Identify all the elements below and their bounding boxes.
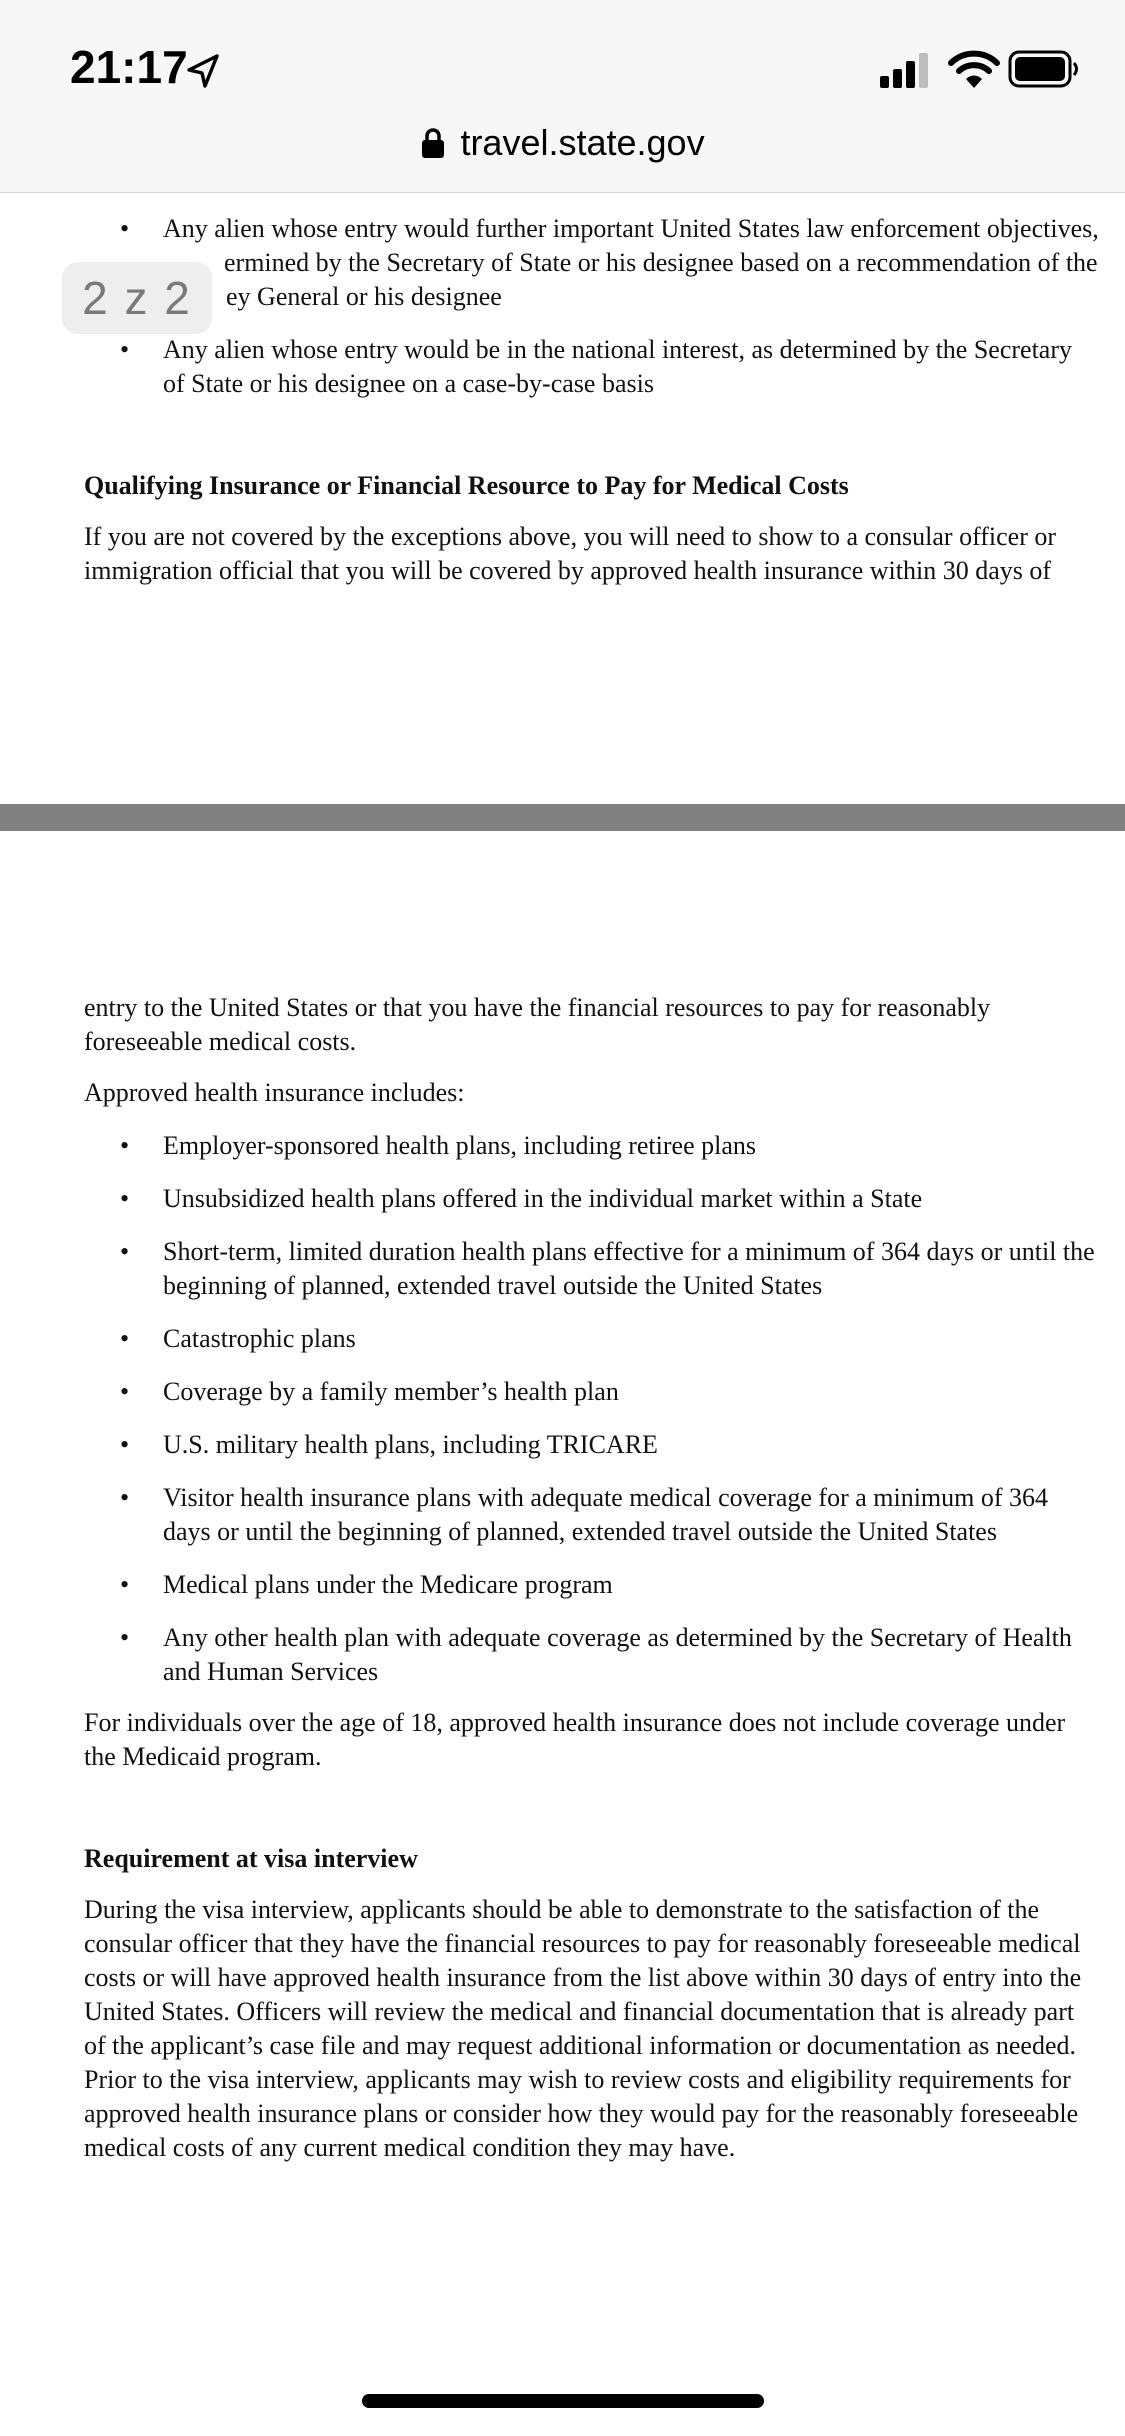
bullet-marker: •	[120, 214, 130, 243]
url-text: travel.state.gov	[460, 122, 705, 163]
text-line: ey General or his designee	[226, 282, 502, 311]
section-heading: Qualifying Insurance or Financial Resource to Pay for Medical Costs	[84, 471, 849, 500]
text-line: Any alien whose entry would be in the national interest, as determined by the Secretary	[163, 335, 1072, 364]
wifi-icon	[948, 50, 1000, 90]
cellular-signal-icon	[880, 52, 932, 88]
page-counter-badge: 2 z 2	[62, 262, 212, 334]
browser-header	[0, 0, 1125, 193]
lock-icon	[420, 127, 446, 159]
section-heading: Requirement at visa interview	[84, 1844, 418, 1873]
text-line: Prior to the visa interview, applicants may wish to review costs and eligibility requirements for	[84, 2065, 1071, 2094]
list-item: U.S. military health plans, including TRICARE	[163, 1430, 658, 1459]
bullet-marker: •	[120, 1623, 130, 1652]
text-line: foreseeable medical costs.	[84, 1027, 357, 1056]
location-arrow-icon	[183, 52, 223, 92]
bullet-marker: •	[120, 1483, 130, 1512]
list-item: Medical plans under the Medicare program	[163, 1570, 613, 1599]
list-item: Employer-sponsored health plans, including retiree plans	[163, 1131, 756, 1160]
list-item: Coverage by a family member’s health plan	[163, 1377, 619, 1406]
text-line: medical costs of any current medical condition they may have.	[84, 2133, 736, 2162]
text-line: For individuals over the age of 18, approved health insurance does not include coverage under	[84, 1708, 1066, 1737]
bullet-marker: •	[120, 1184, 130, 1213]
bullet-marker: •	[120, 1377, 130, 1406]
bullet-marker: •	[120, 335, 130, 364]
text-line: consular officer that they have the financial resources to pay for reasonably foreseeable medical	[84, 1929, 1081, 1958]
text-line: of State or his designee on a case-by-case basis	[163, 369, 654, 398]
list-item: beginning of planned, extended travel outside the United States	[163, 1271, 823, 1300]
list-item: Catastrophic plans	[163, 1324, 356, 1353]
home-indicator[interactable]	[362, 2394, 764, 2408]
list-item: Unsubsidized health plans offered in the individual market within a State	[163, 1184, 923, 1213]
text-line: During the visa interview, applicants should be able to demonstrate to the satisfaction of the	[84, 1895, 1040, 1924]
text-line: Any alien whose entry would further important United States law enforcement objectives,	[163, 214, 1099, 243]
battery-icon	[1008, 50, 1080, 88]
bullet-marker: •	[120, 1570, 130, 1599]
list-item: Any other health plan with adequate coverage as determined by the Secretary of Health	[163, 1623, 1072, 1652]
list-item: Short-term, limited duration health plans effective for a minimum of 364 days or until the	[163, 1237, 1095, 1266]
page-separator	[0, 804, 1125, 831]
text-line: costs or will have approved health insurance from the list above within 30 days of entry into the	[84, 1963, 1082, 1992]
text-line: United States. Officers will review the medical and financial documentation that is already part	[84, 1997, 1075, 2026]
text-line: entry to the United States or that you have the financial resources to pay for reasonably	[84, 993, 991, 1022]
bullet-marker: •	[120, 1324, 130, 1353]
text-line: immigration official that you will be covered by approved health insurance within 30 days of	[84, 556, 1052, 585]
bullet-marker: •	[120, 1131, 130, 1160]
status-time: 21:17	[70, 41, 188, 93]
list-item: days or until the beginning of planned, extended travel outside the United States	[163, 1517, 997, 1546]
text-line: Approved health insurance includes:	[84, 1078, 465, 1107]
text-line: ermined by the Secretary of State or his designee based on a recommendation of the	[224, 248, 1098, 277]
bullet-marker: •	[120, 1237, 130, 1266]
text-line: of the applicant’s case file and may request additional information or documentation as needed.	[84, 2031, 1076, 2060]
list-item: Visitor health insurance plans with adequate medical coverage for a minimum of 364	[163, 1483, 1049, 1512]
address-bar[interactable]	[0, 118, 1125, 168]
bullet-marker: •	[120, 1430, 130, 1459]
text-line: approved health insurance plans or consider how they would pay for the reasonably foreseeable	[84, 2099, 1079, 2128]
list-item: and Human Services	[163, 1657, 379, 1686]
text-line: If you are not covered by the exceptions above, you will need to show to a consular officer or	[84, 522, 1057, 551]
text-line: the Medicaid program.	[84, 1742, 322, 1771]
